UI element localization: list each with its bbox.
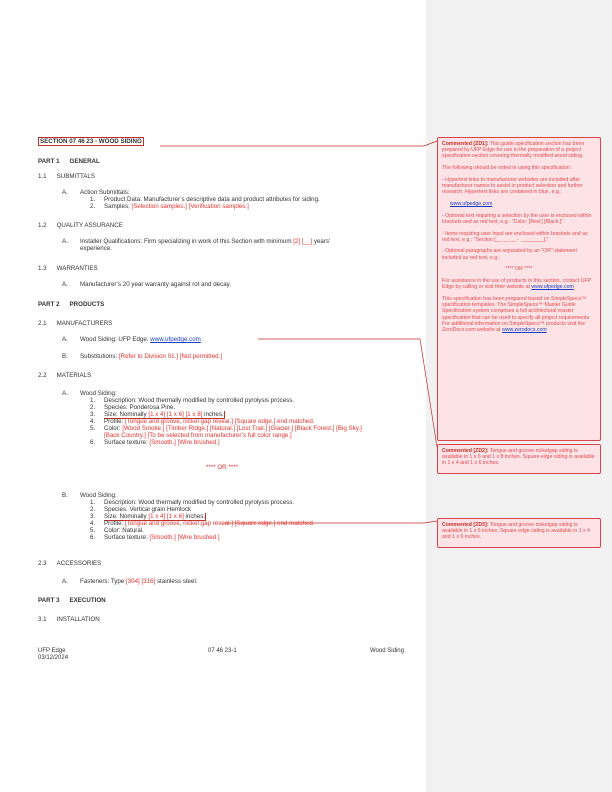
- comment-zd1-label: Commented [ZD1]:: [442, 141, 489, 147]
- profile-b-options[interactable]: [Tongue and groove, nickel gap reveal.] [Square edge.] end matched.: [124, 520, 315, 527]
- sub-2-2-a-1: 1. Description: Wood thermally modified by controlled pyrolysis process.: [90, 397, 295, 404]
- article-2-1: 2.1 MANUFACTURERS: [38, 320, 113, 327]
- comment-zd3-label: Commented [ZD3]:: [442, 522, 489, 528]
- years-options[interactable]: [2] [__]: [293, 238, 313, 245]
- comment-zd1-contact-link[interactable]: www.ufpedge.com: [531, 284, 574, 291]
- size-a-commented-text[interactable]: Size: Nominally [1 x 4] [1 x 6] [1 x 8] inches.: [104, 411, 224, 418]
- sub-2-2-b-5: 5. Color: Natural.: [90, 527, 144, 534]
- footer-title: Wood Siding: [370, 648, 404, 654]
- sub-1-1-a-2: 2. Samples: [Selection samples.] [Verification samples.]: [90, 203, 249, 210]
- para-1-2-a: A. Installer Qualifications: Firm specializing in work of this Section with minimum [2] [__] years’: [62, 238, 331, 245]
- para-2-1-b: B. Substitutions: [Refer to Division 01.] [Not permitted.]: [62, 353, 223, 360]
- article-1-2: 1.2 QUALITY ASSURANCE: [38, 222, 123, 229]
- profile-a-options[interactable]: [Tongue and groove, nickel gap reveal.] [Square edge.] end matched.: [124, 418, 315, 425]
- comment-zd1-or: **** OR ****: [505, 266, 533, 273]
- samples-options[interactable]: [Selection samples.] [Verification samples.]: [131, 203, 249, 210]
- footer-date: 03/12/2024: [38, 655, 69, 661]
- color-options-line2[interactable]: [Back Country.] [To be selected from manufacturer’s full color range.]: [104, 432, 292, 439]
- comment-zd1-example-link[interactable]: www.ufpedge.com: [450, 200, 493, 207]
- article-2-3: 2.3 ACCESSORIES: [38, 560, 102, 567]
- comment-zd2-label: Commented [ZD2]:: [442, 448, 489, 454]
- article-1-3: 1.3 WARRANTIES: [38, 265, 98, 272]
- comment-zd1-p3: - Hypertext links to manufacturer websites are included after manufacturer names to assist in product selection and further research. Hypertext links are contained in blue, e.g.:: [442, 176, 583, 196]
- comment-zd3[interactable]: [437, 518, 601, 548]
- para-1-3-a: A. Manufacturer’s 20 year warranty against rot and decay.: [62, 281, 231, 288]
- para-1-1-a: A. Action Submittals:: [62, 189, 130, 196]
- sub-1-1-a-1: 1. Product Data: Manufacturer’s descriptive data and product attributes for siding.: [90, 196, 320, 203]
- sub-2-2-a-5: 5. Color: [Wood Smoke.] [Timber Ridge.] [Natural.] [Lost Trail.] [Glacier.] [Black Forest.] [Big Sky.]: [90, 425, 362, 432]
- fastener-options[interactable]: [304] [316]: [125, 578, 156, 585]
- ufpedge-link[interactable]: www.ufpedge.com: [150, 336, 201, 343]
- connector-zd1: [160, 141, 437, 146]
- or-separator: **** OR ****: [206, 464, 238, 471]
- comment-zd1-p4: - Optional text requiring a selection by the user is enclosed within brackets and as red text, e.g.: "Color: [Red.] [Black.]": [442, 212, 592, 225]
- comment-zd1[interactable]: Commented [ZD1]: This guide specification section has been prepared by UFP Edge for use in the preparation of a project specification section covering thermally modified wood siding. The following should be noted in using this specification: - Hypertext links to manufacturer websites are included after manufacturer names to assist in product selection and further research. Hypertext links are contained in blue, e.g.: www.ufpedge.com - Optional text requiring a selection by the user is enclosed within brackets and as red text, e.g.: "Color: [Red.] [Black.]" - Items requiring user input are enclosed within brackets and as red text, e.g.: "Section [__ __ __ - ________]." - Optional paragraphs are separated by an "OR" statement included as red text, e.g.: **** OR **** For assistance in the use of products in this section, contact UFP Edge by calling or visit their website at www.ufpedge.com This specification has been prepared based on SimpleSpecs™ specification templates. The SimpleSpecs™ Master Guide Specification system comprises a full architectural master specification that can be used to specify all project requirements. For additional information on SimpleSpecs™ products visit the ZeroDocs.com website at www.zerodocs.com: [437, 137, 601, 441]
- comment-zd2[interactable]: [437, 444, 601, 474]
- sub-2-2-b-1: 1. Description: Wood thermally modified by controlled pyrolysis process.: [90, 499, 295, 506]
- para-2-2-b: B. Wood Siding:: [62, 492, 117, 499]
- footer-page-number: 07 46 23-1: [208, 648, 237, 654]
- comment-zd3-text: Tongue and groove nickelgap siding is available in 1 x 6 inches. Square edge siding is available in 1 x 4 and 1 x 6 inches.: [442, 522, 590, 541]
- comment-zd1-p5: - Items requiring user input are enclosed within brackets and as red text, e.g.: "Section [__ __ __ - ________].": [442, 230, 588, 243]
- comment-zd1-p2: The following should be noted in using this specification:: [442, 165, 572, 172]
- para-2-2-a: A. Wood Siding:: [62, 390, 117, 397]
- sub-2-2-a-3: 3. Size: Nominally [1 x 4] [1 x 6] [1 x 8] inches.: [90, 411, 224, 418]
- sub-2-2-a-6: 6. Surface texture: [Smooth.] [Wire brushed.]: [90, 439, 220, 446]
- texture-b-options[interactable]: [Smooth.] [Wire brushed.]: [149, 534, 220, 541]
- comment-zd1-p6: - Optional paragraphs are separated by an "OR" statement included as red text, e.g.:: [442, 248, 577, 261]
- sub-2-2-a-2: 2. Species: Ponderosa Pine.: [90, 404, 176, 411]
- texture-a-options[interactable]: [Smooth.] [Wire brushed.]: [149, 439, 220, 446]
- sub-2-2-b-4: 4. Profile: [Tongue and groove, nickel gap reveal.] [Square edge.] end matched.: [90, 520, 315, 527]
- para-1-2-a-line2: experience.: [80, 245, 112, 252]
- footer-company: UFP Edge: [38, 648, 66, 654]
- size-b-commented-text[interactable]: Size: Nominally [1 x 4] [1 x 6] inches.: [104, 513, 206, 520]
- substitutions-options[interactable]: [Refer to Division 01.] [Not permitted.]: [118, 353, 223, 360]
- sub-2-2-a-4: 4. Profile: [Tongue and groove, nickel gap reveal.] [Square edge.] end matched.: [90, 418, 315, 425]
- part3-heading: PART 3 EXECUTION: [38, 597, 106, 604]
- para-2-3-a: A. Fasteners: Type [304] [316] stainless steel.: [62, 578, 198, 585]
- para-2-1-a: A. Wood Siding: UFP Edge. www.ufpedge.com: [62, 336, 201, 343]
- sub-2-2-b-2: 2. Species: Vertical grain Hemlock: [90, 506, 192, 513]
- comment-zd1-zerodocs-link[interactable]: www.zerodocs.com: [501, 326, 547, 333]
- article-3-1: 3.1 INSTALLATION: [38, 616, 100, 623]
- color-options[interactable]: [Wood Smoke.] [Timber Ridge.] [Natural.] [Lost Trail.] [Glacier.] [Black Forest.] [Big Sky.]: [122, 425, 362, 432]
- part2-heading: PART 2 PRODUCTS: [38, 301, 105, 308]
- section-title[interactable]: SECTION 07 46 23 - WOOD SIDING: [40, 138, 142, 145]
- article-1-1: 1.1 SUBMITTALS: [38, 173, 95, 180]
- article-2-2: 2.2 MATERIALS: [38, 372, 92, 379]
- sub-2-2-b-3: 3. Size: Nominally [1 x 4] [1 x 6] inches.: [90, 513, 206, 520]
- comment-zd2-text: Tongue and groove nickelgap siding is available in 1 x 6 and 1 x 8 inches. Square edge siding is available in 1 x 4 and 1 x 6 inches.: [442, 448, 595, 467]
- sub-2-2-b-6: 6. Surface texture: [Smooth.] [Wire brushed.]: [90, 534, 220, 541]
- part1-heading: PART 1 GENERAL: [38, 158, 100, 165]
